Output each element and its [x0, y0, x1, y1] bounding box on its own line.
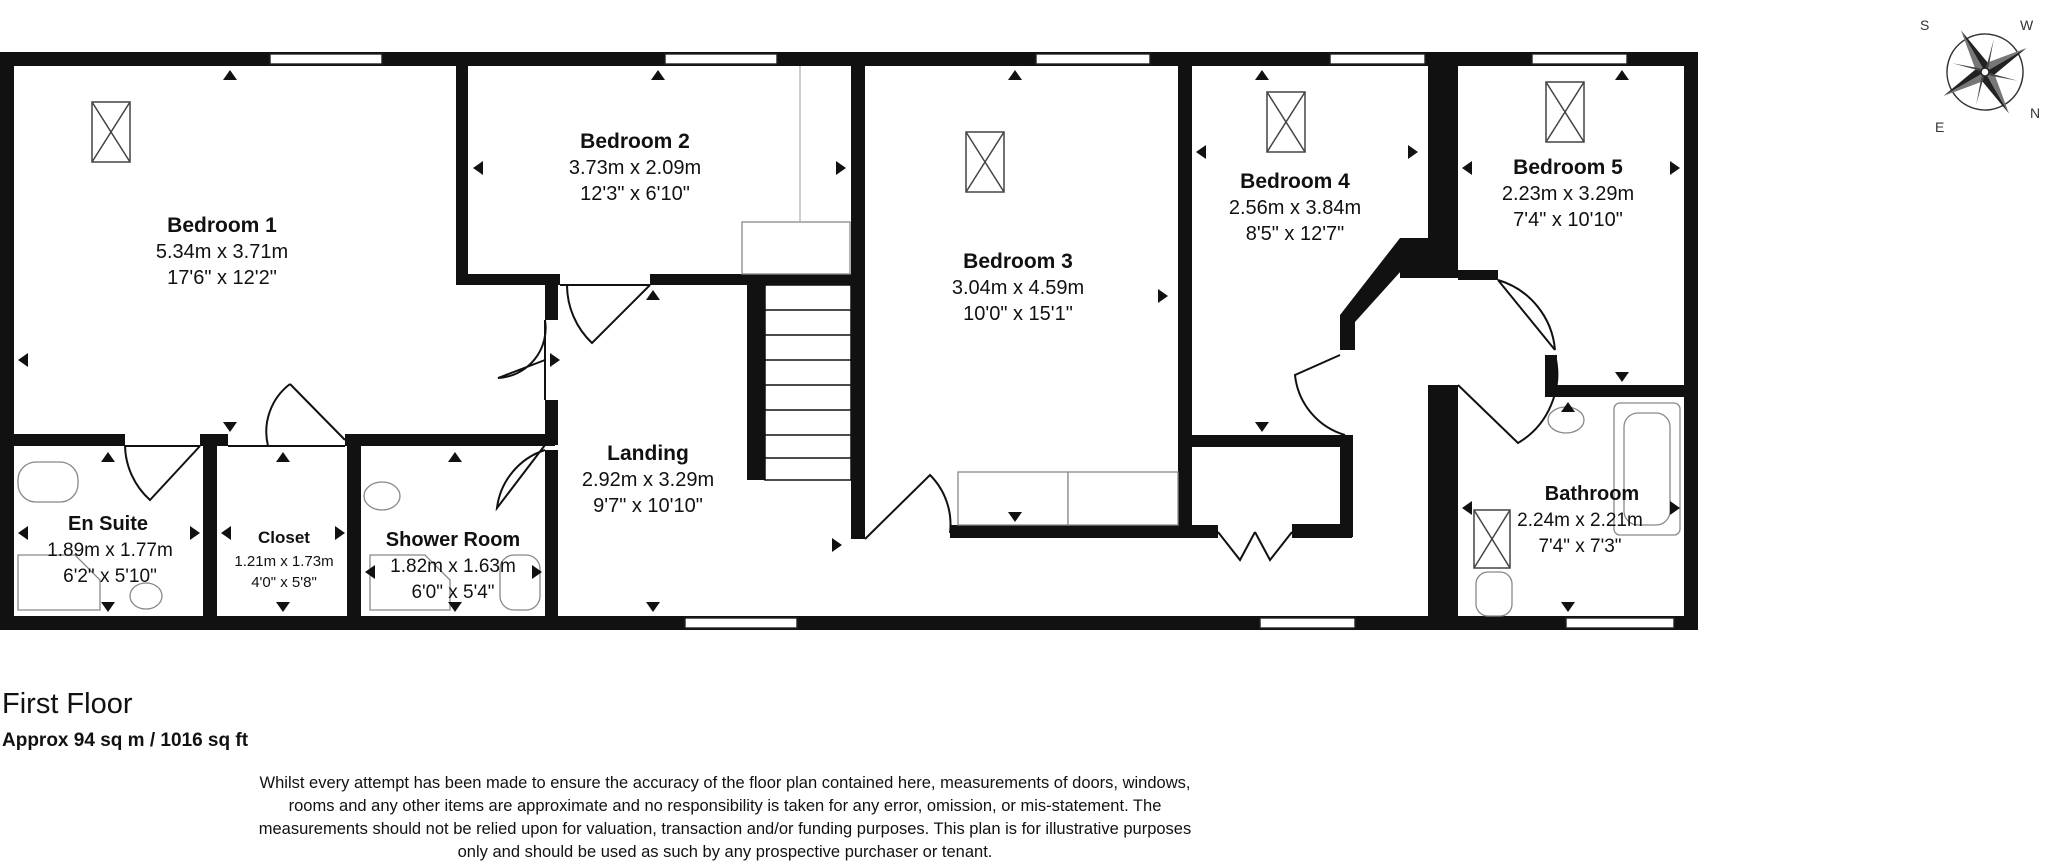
room-imperial: 6'2" x 5'10" — [63, 566, 157, 587]
room-bedroom-3 — [952, 250, 1084, 325]
room-bedroom-4 — [1229, 170, 1361, 245]
room-metric: 1.89m x 1.77m — [47, 540, 173, 561]
compass-label-n: N — [2030, 105, 2041, 121]
room-name: Bedroom 5 — [1513, 156, 1623, 179]
room-en-suite — [47, 513, 173, 587]
room-imperial: 7'4" x 10'10" — [1513, 209, 1623, 231]
room-name: Bedroom 4 — [1240, 170, 1350, 193]
room-bedroom-2 — [569, 130, 701, 205]
compass-label-e: E — [1935, 119, 1945, 135]
room-name: En Suite — [67, 513, 149, 535]
skylights — [92, 82, 1584, 568]
room-metric: 2.23m x 3.29m — [1501, 183, 1635, 205]
room-name: Closet — [258, 528, 310, 547]
room-imperial: 17'6" x 12'2" — [167, 267, 277, 289]
room-landing — [582, 442, 714, 517]
room-metric: 1.82m x 1.63m — [390, 556, 516, 577]
floor-area: Approx 94 sq m / 1016 sq ft — [2, 730, 249, 751]
room-imperial: 9'7" x 10'10" — [593, 495, 703, 517]
room-metric: 1.21m x 1.73m — [234, 553, 334, 570]
disclaimer-text: Whilst every attempt has been made to ensure the accuracy of the floor plan contained here, measurements of doors, windows, rooms and any other items are approximate and no responsibility is taken for any error, omission, or mis-statement. The measurements should not be relied upon for valuation, transaction and/or funding purposes. This plan is for illustrative purposes only and should be used as such by any prospective purchaser or tenant. — [258, 774, 1192, 861]
floor-title: First Floor — [2, 688, 133, 720]
room-metric: 3.04m x 4.59m — [951, 277, 1085, 299]
room-imperial: 6'0" x 5'4" — [411, 582, 495, 603]
room-metric: 2.56m x 3.84m — [1228, 197, 1362, 219]
room-closet — [234, 528, 333, 591]
room-imperial: 12'3" x 6'10" — [580, 183, 690, 205]
staircase — [765, 285, 851, 480]
compass-label-s: S — [1920, 17, 1930, 33]
room-imperial: 10'0" x 15'1" — [963, 303, 1073, 325]
room-name: Landing — [607, 442, 689, 465]
diagonal-wall — [1340, 238, 1420, 350]
room-metric: 5.34m x 3.71m — [155, 241, 289, 263]
room-name: Bedroom 1 — [167, 214, 277, 237]
room-name: Shower Room — [385, 529, 521, 551]
room-bedroom-5 — [1502, 156, 1634, 231]
room-metric: 2.92m x 3.29m — [581, 469, 715, 491]
room-bathroom — [1517, 483, 1643, 557]
room-metric: 2.24m x 2.21m — [1517, 510, 1643, 531]
room-imperial: 8'5" x 12'7" — [1245, 223, 1345, 245]
room-imperial: 4'0" x 5'8" — [251, 574, 317, 591]
compass-label-w: W — [2020, 17, 2034, 33]
room-imperial: 7'4" x 7'3" — [1538, 536, 1622, 557]
room-name: Bathroom — [1544, 483, 1640, 505]
room-metric: 3.73m x 2.09m — [568, 157, 702, 179]
room-name: Bedroom 2 — [580, 130, 690, 153]
room-bedroom-1 — [156, 214, 288, 289]
interior-walls — [0, 52, 1698, 630]
room-name: Bedroom 3 — [963, 250, 1073, 273]
